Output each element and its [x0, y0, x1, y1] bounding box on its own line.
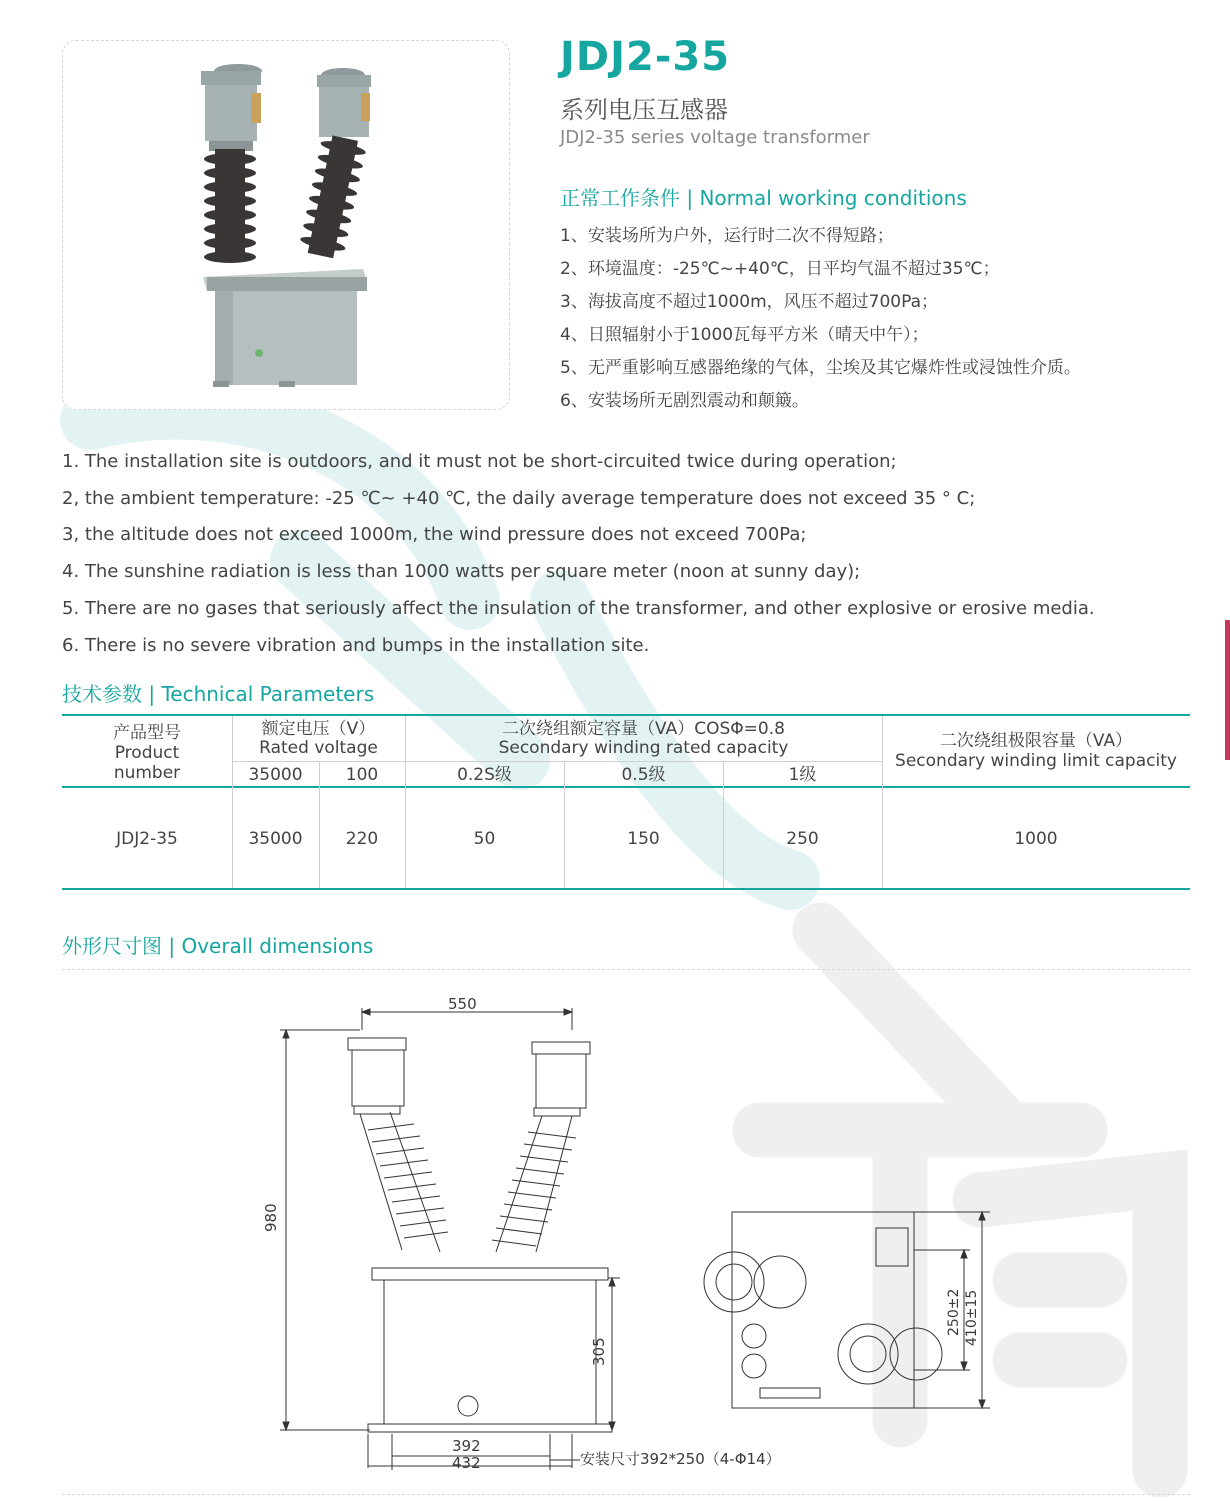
cell-class-02s: 50: [473, 829, 496, 849]
list-item: 6. There is no severe vibration and bumps in the installation site.: [62, 634, 650, 656]
technical-heading: 技术参数 | Technical Parameters: [62, 682, 375, 706]
header-rated-cn: 二次绕组额定容量（VA）COSΦ=0.8: [502, 719, 785, 739]
conditions-heading: 正常工作条件 | Normal working conditions: [560, 186, 967, 210]
list-item: 4. The sunshine radiation is less than 1000 watts per square meter (noon at sunny day);: [62, 561, 861, 583]
table-bottom-rule: [62, 888, 1190, 890]
header-limit-en: Secondary winding limit capacity: [895, 751, 1177, 771]
list-item: 2, the ambient temperature: -25 ℃~ +40 ℃, the daily average temperature does not exceed 35 ° C;: [62, 487, 976, 509]
dim-height-total: 980: [262, 1203, 280, 1232]
header-rated-en: Secondary winding rated capacity: [498, 738, 789, 758]
list-item: 5. There are no gases that seriously affect the insulation of the transformer, and other explosive or erosive media.: [62, 597, 1095, 619]
cell-class-05: 150: [627, 829, 660, 849]
cell-class-1: 250: [786, 829, 819, 849]
dim-side-inner: 250±2: [946, 1288, 962, 1336]
dim-base-inner: 392: [452, 1437, 481, 1455]
list-item: 5、无严重影响互感器绝缘的气体，尘埃及其它爆炸性或浸蚀性介质。: [560, 358, 1081, 378]
header-product-en1: Product: [114, 743, 180, 763]
dim-width-top: 550: [448, 995, 477, 1013]
conditions-list-en: [62, 444, 1202, 664]
header-product-cn: 产品型号: [113, 723, 181, 743]
dim-base-outer: 432: [452, 1454, 481, 1472]
conditions-list-cn: [560, 220, 1200, 418]
section-divider: [62, 969, 1190, 970]
cell-primary-voltage: 35000: [248, 829, 303, 849]
dimension-drawing: [250, 990, 1010, 1480]
dim-height-tank: 305: [590, 1337, 608, 1366]
table-subheader-rule: [232, 761, 882, 762]
dimensions-heading: 外形尺寸图 | Overall dimensions: [62, 934, 374, 958]
product-model-title: JDJ2-35: [560, 34, 731, 80]
header-voltage-cn: 额定电压（V）: [261, 719, 376, 739]
cell-secondary-voltage: 220: [345, 829, 379, 849]
list-item: 4、日照辐射小于1000瓦每平方米（晴天中午）；: [560, 325, 929, 345]
series-subtitle-cn: 系列电压互感器: [560, 96, 728, 124]
list-item: 1、安装场所为户外，运行时二次不得短路；: [560, 226, 894, 246]
header-limit-cn: 二次绕组极限容量（VA）: [939, 731, 1133, 751]
mounting-note: 安装尺寸392*250（4-Φ14）: [580, 1450, 781, 1468]
header-voltage-primary: 35000: [248, 765, 303, 785]
footer-divider: [62, 1494, 1190, 1495]
header-voltage-en: Rated voltage: [259, 738, 378, 758]
series-subtitle-en: JDJ2-35 series voltage transformer: [560, 127, 870, 148]
header-product-en2: number: [113, 763, 181, 783]
header-voltage-secondary: 100: [345, 765, 379, 785]
product-photo: [63, 41, 509, 409]
list-item: 3、海拔高度不超过1000m，风压不超过700Pa；: [560, 292, 938, 312]
list-item: 2、环境温度：-25℃~+40℃，日平均气温不超过35℃；: [560, 259, 1000, 279]
cell-limit-capacity: 1000: [1014, 829, 1058, 849]
product-photo-frame: [62, 40, 510, 410]
header-class-05: 0.5级: [621, 765, 666, 785]
dim-side-outer: 410±15: [964, 1289, 980, 1346]
header-class-02s: 0.2S级: [457, 765, 512, 785]
header-class-1: 1级: [788, 765, 817, 785]
list-item: 1. The installation site is outdoors, and it must not be short-circuited twice during operation;: [62, 451, 897, 472]
list-item: 3, the altitude does not exceed 1000m, the wind pressure does not exceed 700Pa;: [62, 524, 807, 546]
list-item: 6、安装场所无剧烈震动和颠簸。: [560, 391, 809, 411]
cell-model: JDJ2-35: [116, 829, 178, 849]
